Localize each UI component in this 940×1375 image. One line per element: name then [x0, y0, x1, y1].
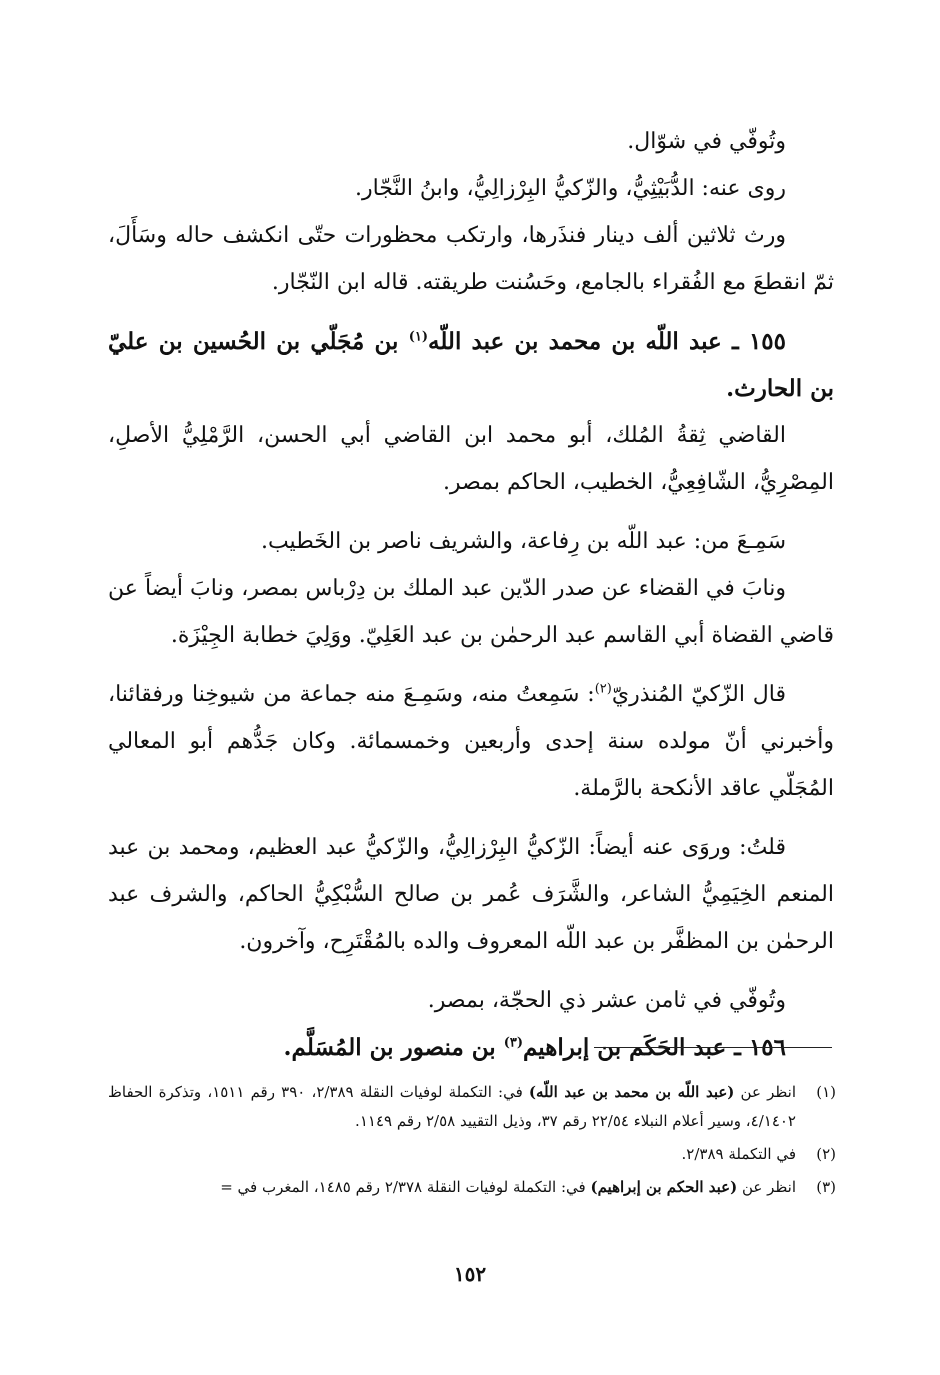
footnote-2 — [108, 1140, 836, 1169]
footnote-title: (عبد اللّه بن محمد بن عبد اللّه) — [528, 1083, 735, 1101]
footnote-ref-2: (٢) — [594, 681, 612, 697]
footnote-ref-1: (١) — [408, 329, 428, 345]
page-number: ١٥٢ — [453, 1262, 487, 1286]
footnote-text — [108, 1078, 796, 1136]
entry-heading-156-rest: بن منصور بن المُسَلَّم. — [283, 1034, 504, 1061]
paragraph-death-dhul-hijja: وتُوفّي في ثامن عشر ذي الحجّة، بمصر. — [427, 988, 786, 1013]
footnote-lead: في التكملة ٢/٣٨٩. — [681, 1145, 796, 1163]
entry-heading-155-text: ١٥٥ ـ عبد اللّه بن محمد بن عبد اللّه — [427, 328, 787, 355]
footnote-ref-3: (٣) — [503, 1035, 523, 1051]
footnote-number: (٣) — [816, 1178, 836, 1196]
footnote-sources: في: التكملة لوفيات النقلة ٢/٣٨٩، ٣٩٠ رقم ١٥١١، وتذكرة الحفاظ ٤/١٤٠٢، وسير أعلام النبلاء ٢٢/٥٤ رقم ٣٧، وذيل التقييد ٢/٥٨ رقم ١١٤٩. — [108, 1083, 796, 1130]
footnote-3 — [108, 1173, 836, 1202]
footnote-number: (٢) — [816, 1145, 836, 1163]
paragraph-mundhiri-quote — [108, 671, 834, 812]
entry-heading-156-text: ١٥٦ ـ عبد الحَكَم بن إبراهيم — [523, 1034, 786, 1061]
footnote-text — [108, 1140, 796, 1169]
footnote-lead: انظر عن — [737, 1178, 796, 1196]
footnote-separator — [594, 1047, 832, 1048]
paragraph-narrated-also: قلتُ: وروَى عنه أيضاً: الزّكيُّ البِرْزالِيُّ، والزّكيُّ عبد العظيم، ومحمد بن عبد المنعم الخِيَمِيُّ الشاعر، والشَّرَف عُمر بن صالح السُّبْكِيُّ الحاكم، والشرف عبد الرحمٰن بن المظفَّر بن عبد اللّه المعروف والده بالمُقْتَرِح، وآخرون. — [108, 835, 834, 954]
footnote-1 — [108, 1078, 836, 1136]
footnote-sources: في: التكملة لوفيات النقلة ٢/٣٧٨ رقم ١٤٨٥، المغرب في = — [220, 1178, 591, 1196]
footnote-text — [108, 1173, 796, 1202]
quote-body: : سَمِعتُ منه، وسَمِـعَ منه جماعة من شيوخِنا ورفقائنا، وأخبرني أنّ مولده سنة إحدى وأربعين وخمسمائة. وكان جَدُّهم أبو المعالي المُجَلّي عاقد الأنكحة بالرَّملة. — [108, 682, 834, 801]
main-text — [108, 118, 834, 1071]
paragraph-titles: القاضي ثِقةُ المُلك، أبو محمد ابن القاضي أبي الحسن، الرَّمْلِيُّ الأصلِ، المِصْرِيُّ، الشّافِعِيُّ، الخطيب، الحاكم بمصر. — [108, 423, 834, 495]
paragraph-heard-from: سَمِـعَ من: عبد اللّه بن رِفاعة، والشريف ناصر بن الخَطيب. — [260, 529, 786, 554]
footnote-number: (١) — [816, 1083, 836, 1101]
entry-heading-155-rest: بن مُجَلّي بن الحُسين بن عليّ بن الحارث. — [108, 328, 834, 402]
footnotes — [108, 1078, 836, 1206]
quote-lead: قال الزّكيّ المُنذريّ — [611, 682, 786, 707]
paragraph-death-shawwal: وتُوفّي في شوّال. — [627, 129, 786, 154]
paragraph-inheritance: ورث ثلاثين ألف دينار فنذَرها، وارتكب محظورات حتّى انكشف حاله وسَأَلَ، ثمّ انقطعَ مع الفُقراء بالجامع، وحَسُنت طريقته. قاله ابن النّجّار. — [108, 223, 834, 295]
paragraph-narrators: روى عنه: الدُّبَيْثِيُّ، والزّكيُّ البِرْزالِيُّ، وابنُ النَّجّار. — [354, 176, 786, 201]
entry-heading-155 — [108, 318, 834, 412]
footnote-lead: انظر عن — [734, 1083, 797, 1101]
paragraph-deputy-judge: ونابَ في القضاء عن صدر الدّين عبد الملك بن دِرْباس بمصر، ونابَ أيضاً عن قاضي القضاة أبي القاسم عبد الرحمٰن بن عبد العَلِيّ. ووَلِيَ خطابة الجِيْزَة. — [108, 576, 834, 648]
footnote-title: (عبد الحكم بن إبراهيم) — [590, 1178, 738, 1196]
